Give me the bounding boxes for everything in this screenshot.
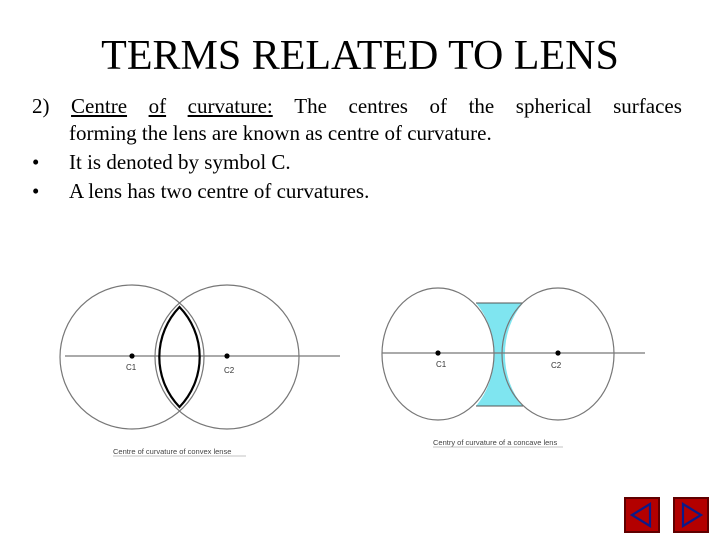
- definition-word: the: [468, 94, 495, 118]
- definition-word: centres: [348, 94, 408, 118]
- c2-point: [555, 350, 560, 355]
- definition-word: spherical: [515, 94, 592, 118]
- item-number: 2): [32, 94, 50, 118]
- bullet-marker: •: [32, 150, 40, 174]
- definition-line-1: [32, 93, 682, 119]
- definition-word: surfaces: [613, 94, 682, 118]
- c1-point: [129, 353, 134, 358]
- triangle-left-icon: [626, 499, 658, 531]
- c2-label: C2: [551, 361, 562, 370]
- c1-point: [435, 350, 440, 355]
- concave-lens-fill: [476, 303, 523, 406]
- c1-label: C1: [126, 363, 137, 372]
- bullet-marker: •: [32, 179, 40, 203]
- concave-lens-diagram: [380, 283, 650, 453]
- convex-lens-diagram: [50, 275, 350, 465]
- slide-title: TERMS RELATED TO LENS: [101, 33, 619, 79]
- c2-label: C2: [224, 366, 235, 375]
- term-word-1: Centre: [71, 94, 128, 118]
- concave-caption: Centry of curvature of a concave lens: [433, 438, 558, 447]
- definition-line-2: forming the lens are known as centre of curvature.: [69, 121, 492, 145]
- c1-label: C1: [436, 360, 447, 369]
- term-word-3: curvature:: [187, 94, 273, 118]
- convex-caption: Centre of curvature of convex lense: [113, 447, 232, 456]
- previous-slide-button[interactable]: [624, 497, 660, 533]
- triangle-right-icon: [675, 499, 707, 531]
- c2-point: [224, 353, 229, 358]
- convex-lens-outline: [159, 307, 199, 407]
- definition-word: The: [294, 94, 327, 118]
- term-word-2: of: [148, 94, 167, 118]
- next-slide-button[interactable]: [673, 497, 709, 533]
- definition-word: of: [429, 94, 448, 118]
- bullet-text-1: It is denoted by symbol C.: [69, 150, 291, 174]
- bullet-text-2: A lens has two centre of curvatures.: [69, 179, 370, 203]
